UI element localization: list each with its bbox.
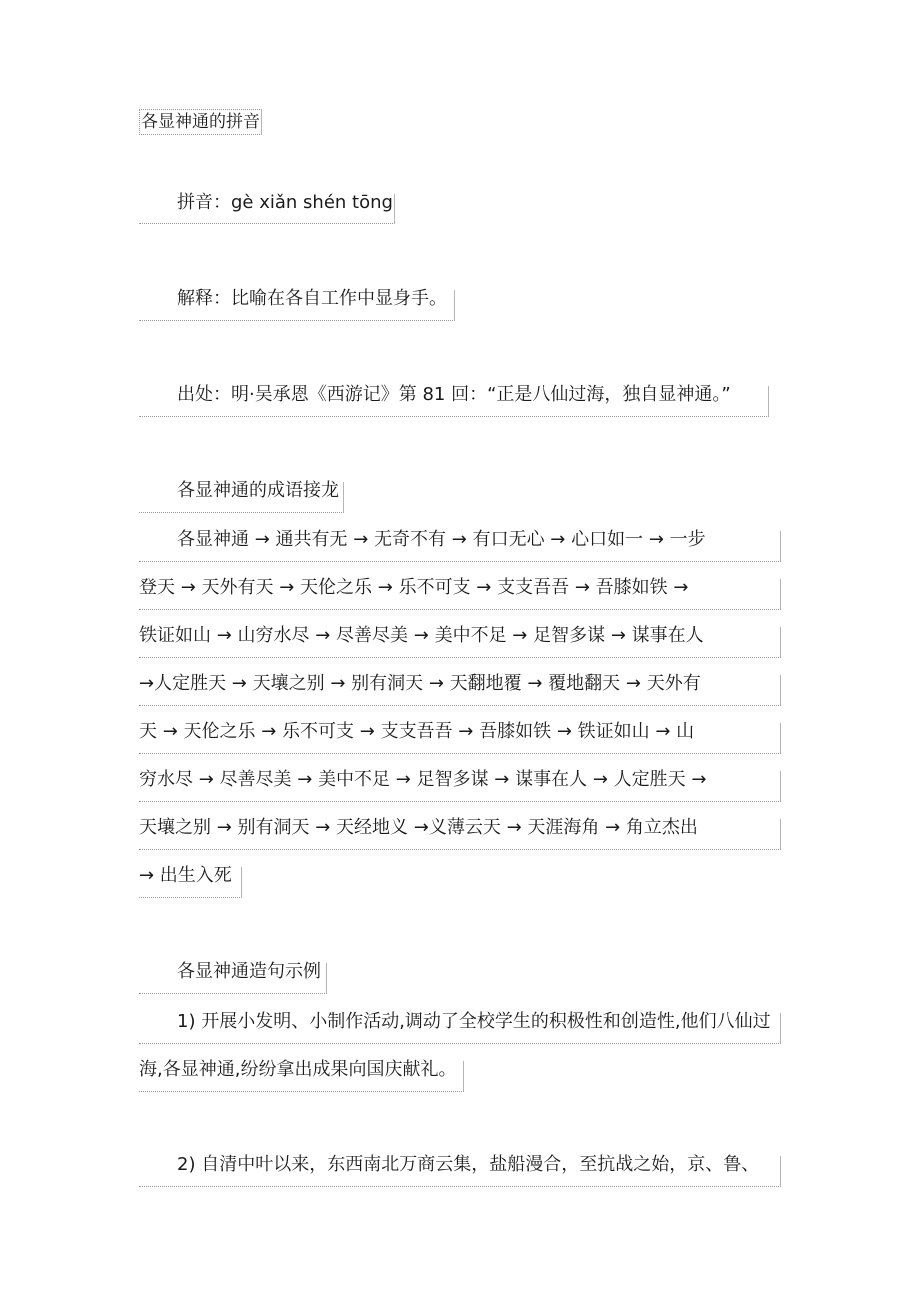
chain-line: 穷水尽 → 尽善尽美 → 美中不足 → 足智多谋 → 谋事在人 → 人定胜天 → [139,771,781,802]
chain-line: 铁证如山 → 山穷水尽 → 尽善尽美 → 美中不足 → 足智多谋 → 谋事在人 [139,627,781,658]
chain-line: 各显神通 → 通共有无 → 无奇不有 → 有口无心 → 心口如一 → 一步 [139,531,781,562]
example-sentence-line: 2) 自清中叶以来，东西南北万商云集，盐船漫合，至抗战之始，京、鲁、 [139,1156,781,1187]
example-heading: 各显神通造句示例 [139,963,327,994]
explanation-line: 解释：比喻在各自工作中显身手。 [139,290,455,321]
example-sentence-line: 海,各显神通,纷纷拿出成果向国庆献礼。 [139,1061,464,1092]
source-line: 出处：明·吴承恩《西游记》第 81 回：“正是八仙过海，独自显神通。” [139,386,769,417]
pinyin-line: 拼音：gè xiǎn shén tōng [139,194,395,224]
page-title: 各显神通的拼音 [139,109,262,135]
chain-line: 天 → 天伦之乐 → 乐不可支 → 支支吾吾 → 吾膝如铁 → 铁证如山 → 山 [139,723,781,754]
chain-line: 登天 → 天外有天 → 天伦之乐 → 乐不可支 → 支支吾吾 → 吾膝如铁 → [139,579,781,610]
chain-line: →人定胜天 → 天壤之别 → 别有洞天 → 天翻地覆 → 覆地翻天 → 天外有 [139,675,781,706]
example-sentence-line: 1) 开展小发明、小制作活动,调动了全校学生的积极性和创造性,他们八仙过 [139,1013,781,1044]
chain-line: → 出生入死 [139,867,242,898]
chain-line: 天壤之别 → 别有洞天 → 天经地义 →义薄云天 → 天涯海角 → 角立杰出 [139,819,781,850]
chain-heading: 各显神通的成语接龙 [139,482,344,513]
